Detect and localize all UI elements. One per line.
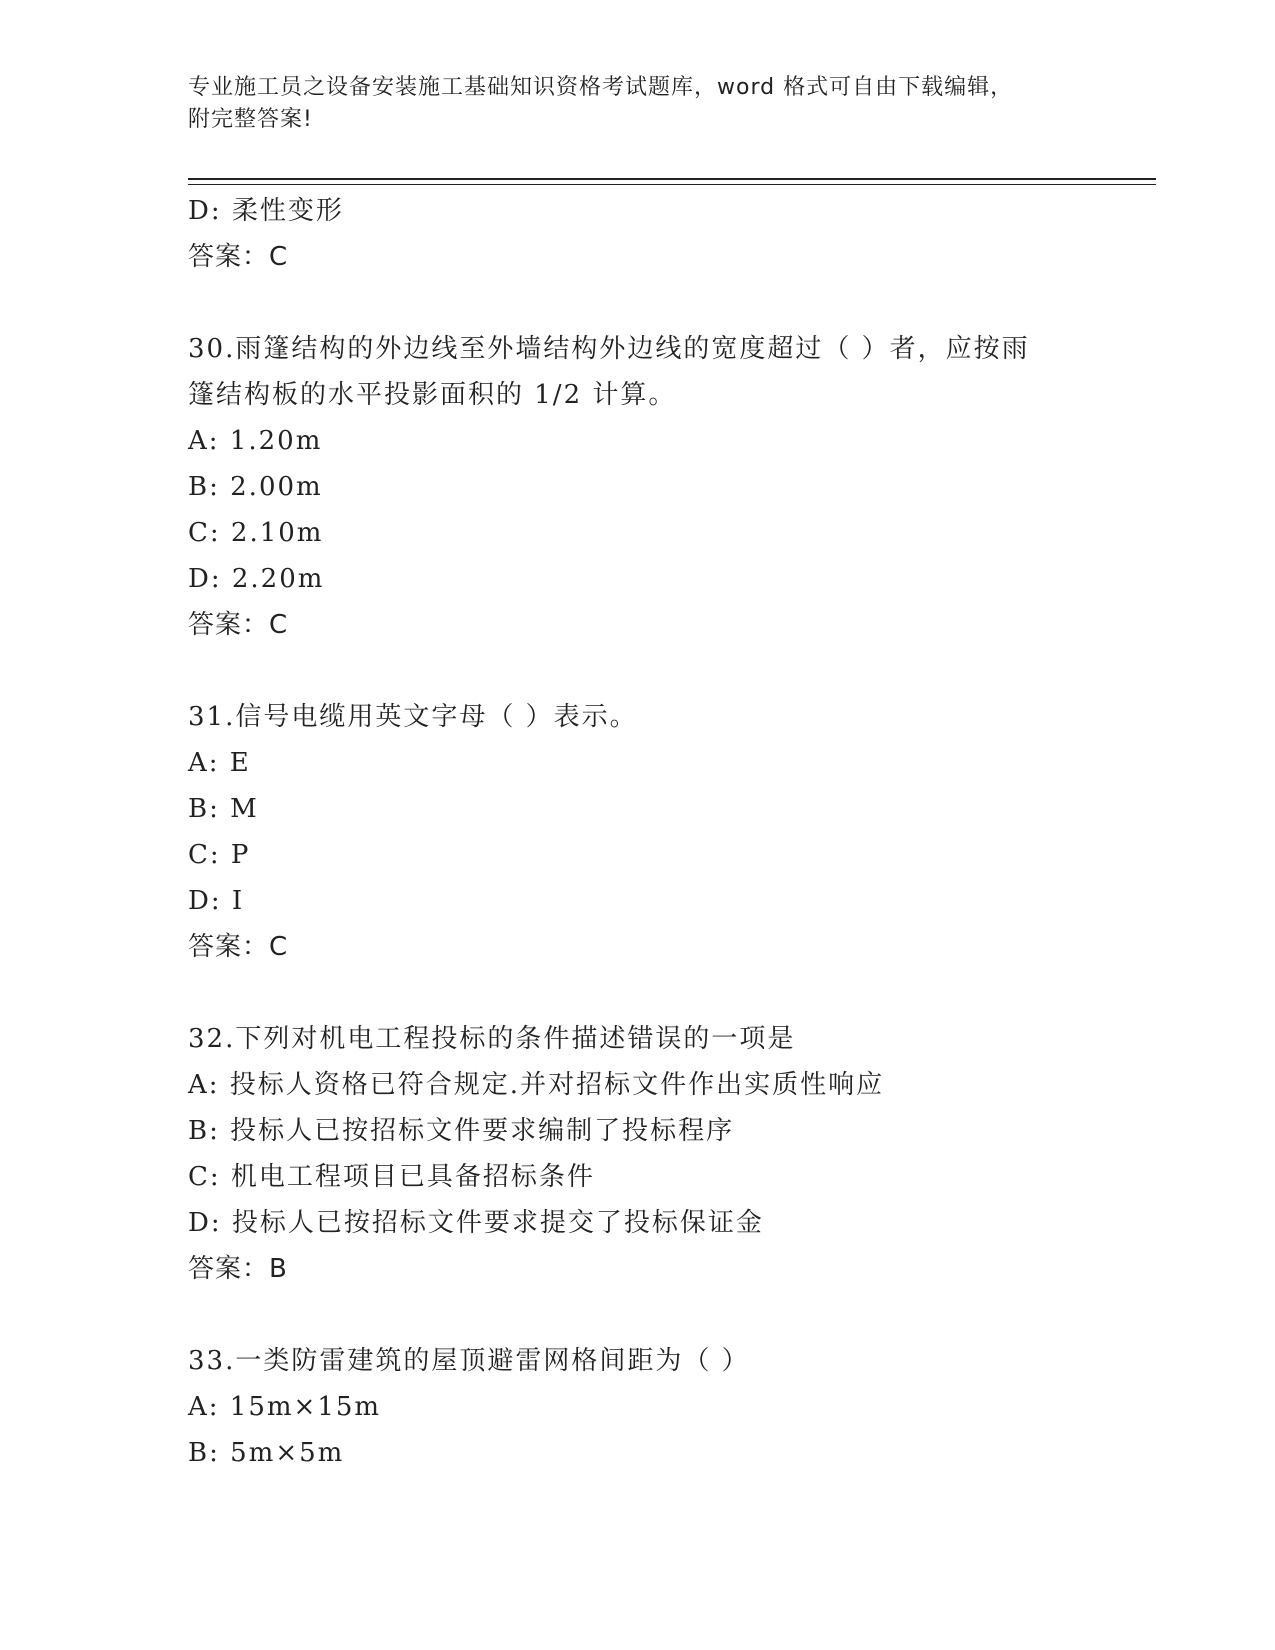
question-block-32 xyxy=(188,1016,1156,1292)
question-text-continued: 篷结构板的水平投影面积的 1/2 计算。 xyxy=(188,380,677,410)
answer-label: 答案：C xyxy=(188,932,289,962)
option-a: A: 投标人资格已符合规定.并对招标文件作出实质性响应 xyxy=(188,1070,885,1100)
answer-label: 答案：C xyxy=(188,610,289,640)
header-line-1: 专业施工员之设备安装施工基础知识资格考试题库，word 格式可自由下载编辑， xyxy=(188,75,1014,100)
header-divider-thin xyxy=(188,184,1156,185)
question-block-30 xyxy=(188,326,1156,648)
spacer xyxy=(188,1292,1156,1338)
question-block-33 xyxy=(188,1338,1156,1476)
option-b: B: 2.00m xyxy=(188,472,323,502)
answer-label: 答案：C xyxy=(188,242,289,272)
option-b: B: 5m×5m xyxy=(188,1438,345,1468)
option-d: D: 投标人已按招标文件要求提交了投标保证金 xyxy=(188,1208,764,1238)
option-b: B: M xyxy=(188,794,259,824)
header-divider-thick xyxy=(188,178,1156,180)
header-line-2: 附完整答案! xyxy=(188,107,313,132)
option-a: A: 1.20m xyxy=(188,426,323,456)
question-text: 30.雨篷结构的外边线至外墙结构外边线的宽度超过（ ）者，应按雨 xyxy=(188,334,1030,364)
option-d: D: 2.20m xyxy=(188,564,325,594)
option-c: C: 机电工程项目已具备招标条件 xyxy=(188,1162,595,1192)
option-a: A: E xyxy=(188,748,251,778)
option-a: A: 15m×15m xyxy=(188,1392,382,1422)
question-list xyxy=(188,188,1156,1476)
option-d: D: I xyxy=(188,886,245,916)
question-block-31 xyxy=(188,694,1156,970)
option-c: C: P xyxy=(188,840,251,870)
spacer xyxy=(188,970,1156,1016)
question-text: 31.信号电缆用英文字母（ ）表示。 xyxy=(188,702,638,732)
spacer xyxy=(188,280,1156,326)
option-c: C: 2.10m xyxy=(188,518,324,548)
question-text: 33.一类防雷建筑的屋顶避雷网格间距为（ ） xyxy=(188,1346,750,1376)
document-header xyxy=(188,72,1068,136)
option-b: B: 投标人已按招标文件要求编制了投标程序 xyxy=(188,1116,735,1146)
question-block-prev xyxy=(188,188,1156,280)
spacer xyxy=(188,648,1156,694)
option-d: D: 柔性变形 xyxy=(188,196,344,226)
answer-label: 答案：B xyxy=(188,1254,288,1284)
question-text: 32.下列对机电工程投标的条件描述错误的一项是 xyxy=(188,1024,796,1054)
